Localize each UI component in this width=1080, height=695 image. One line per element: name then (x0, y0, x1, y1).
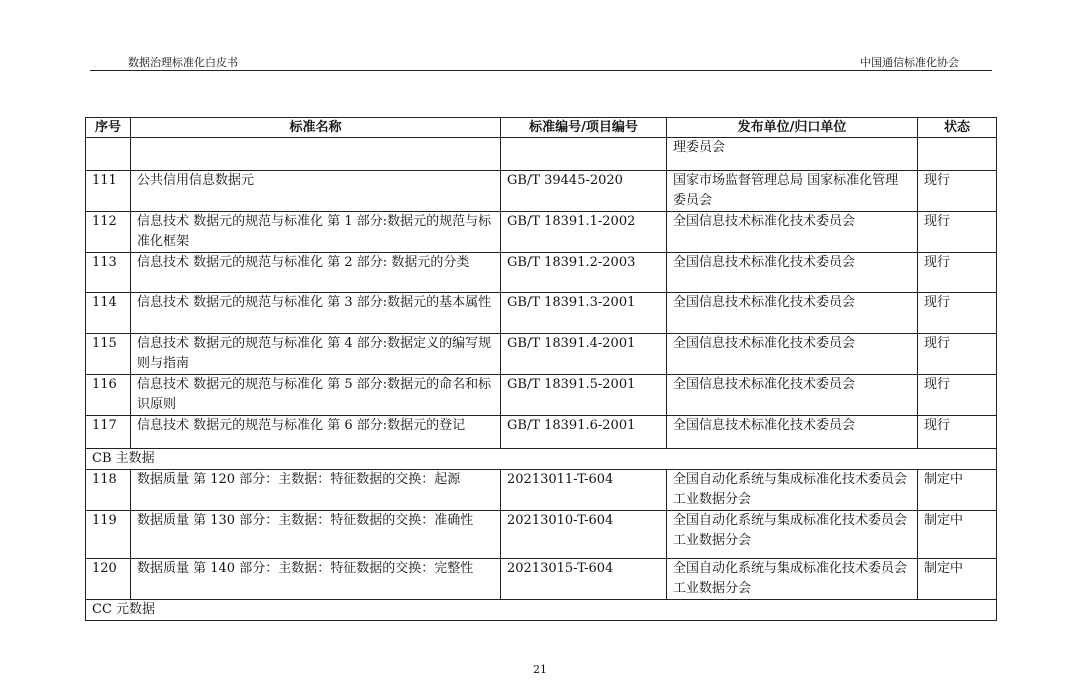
cell-no: 115 (86, 334, 131, 375)
cell-org: 全国自动化系统与集成标准化技术委员会工业数据分会 (667, 511, 918, 559)
cell-status: 现行 (918, 293, 997, 334)
cell-code: GB/T 39445-2020 (501, 171, 667, 212)
cell-no: 113 (86, 253, 131, 293)
section-row-metadata (86, 600, 997, 621)
cell-code: 20213015-T-604 (501, 559, 667, 600)
column-header-name: 标准名称 (131, 118, 501, 138)
section-heading-cb: CB 主数据 (86, 449, 997, 470)
cell-no (86, 138, 131, 171)
cell-name: 数据质量 第 140 部分：主数据：特征数据的交换：完整性 (131, 559, 501, 600)
table-row (86, 171, 997, 212)
cell-name: 数据质量 第 130 部分：主数据：特征数据的交换：准确性 (131, 511, 501, 559)
cell-org: 全国信息技术标准化技术委员会 (667, 293, 918, 334)
cell-org: 全国信息技术标准化技术委员会 (667, 212, 918, 253)
cell-code: 20213011-T-604 (501, 470, 667, 511)
cell-name: 信息技术 数据元的规范与标准化 第 1 部分:数据元的规范与标准化框架 (131, 212, 501, 253)
column-header-no: 序号 (86, 118, 131, 138)
cell-code: GB/T 18391.1-2002 (501, 212, 667, 253)
table-row (86, 334, 997, 375)
cell-org: 全国自动化系统与集成标准化技术委员会工业数据分会 (667, 470, 918, 511)
page-header-title: 数据治理标准化白皮书 (128, 56, 238, 69)
standards-table (85, 117, 997, 621)
cell-name: 信息技术 数据元的规范与标准化 第 6 部分:数据元的登记 (131, 416, 501, 449)
cell-name: 信息技术 数据元的规范与标准化 第 3 部分:数据元的基本属性 (131, 293, 501, 334)
cell-org: 理委员会 (667, 138, 918, 171)
cell-status: 现行 (918, 375, 997, 416)
table-row (86, 511, 997, 559)
cell-name (131, 138, 501, 171)
cell-no: 120 (86, 559, 131, 600)
table-row (86, 559, 997, 600)
cell-code (501, 138, 667, 171)
page-number: 21 (533, 663, 547, 676)
cell-code: GB/T 18391.5-2001 (501, 375, 667, 416)
cell-code: GB/T 18391.3-2001 (501, 293, 667, 334)
cell-name: 数据质量 第 120 部分：主数据：特征数据的交换：起源 (131, 470, 501, 511)
cell-status: 现行 (918, 212, 997, 253)
cell-status: 制定中 (918, 470, 997, 511)
cell-code: GB/T 18391.2-2003 (501, 253, 667, 293)
section-heading-cc: CC 元数据 (86, 600, 997, 621)
cell-status: 现行 (918, 253, 997, 293)
cell-name: 信息技术 数据元的规范与标准化 第 2 部分: 数据元的分类 (131, 253, 501, 293)
cell-no: 118 (86, 470, 131, 511)
cell-code: 20213010-T-604 (501, 511, 667, 559)
cell-org: 全国信息技术标准化技术委员会 (667, 375, 918, 416)
cell-name: 信息技术 数据元的规范与标准化 第 4 部分:数据定义的编写规则与指南 (131, 334, 501, 375)
cell-status: 现行 (918, 334, 997, 375)
table-row (86, 212, 997, 253)
cell-name: 信息技术 数据元的规范与标准化 第 5 部分:数据元的命名和标识原则 (131, 375, 501, 416)
cell-org: 国家市场监督管理总局 国家标准化管理委员会 (667, 171, 918, 212)
table-row (86, 293, 997, 334)
section-row-master-data (86, 449, 997, 470)
cell-status (918, 138, 997, 171)
cell-status: 制定中 (918, 559, 997, 600)
header-divider (90, 70, 992, 71)
column-header-status: 状态 (918, 118, 997, 138)
page-header-organization: 中国通信标准化协会 (860, 56, 959, 69)
cell-no: 117 (86, 416, 131, 449)
cell-no: 116 (86, 375, 131, 416)
table-row-continued (86, 138, 997, 171)
cell-status: 现行 (918, 171, 997, 212)
cell-org: 全国信息技术标准化技术委员会 (667, 416, 918, 449)
cell-name: 公共信用信息数据元 (131, 171, 501, 212)
cell-no: 119 (86, 511, 131, 559)
cell-no: 111 (86, 171, 131, 212)
column-header-org: 发布单位/归口单位 (667, 118, 918, 138)
cell-code: GB/T 18391.6-2001 (501, 416, 667, 449)
column-header-code: 标准编号/项目编号 (501, 118, 667, 138)
table-row (86, 416, 997, 449)
cell-org: 全国信息技术标准化技术委员会 (667, 253, 918, 293)
table-row (86, 375, 997, 416)
cell-org: 全国信息技术标准化技术委员会 (667, 334, 918, 375)
cell-status: 制定中 (918, 511, 997, 559)
table-row (86, 470, 997, 511)
table-header-row (86, 118, 997, 138)
cell-org: 全国自动化系统与集成标准化技术委员会工业数据分会 (667, 559, 918, 600)
table-row (86, 253, 997, 293)
cell-code: GB/T 18391.4-2001 (501, 334, 667, 375)
cell-status: 现行 (918, 416, 997, 449)
cell-no: 112 (86, 212, 131, 253)
cell-no: 114 (86, 293, 131, 334)
